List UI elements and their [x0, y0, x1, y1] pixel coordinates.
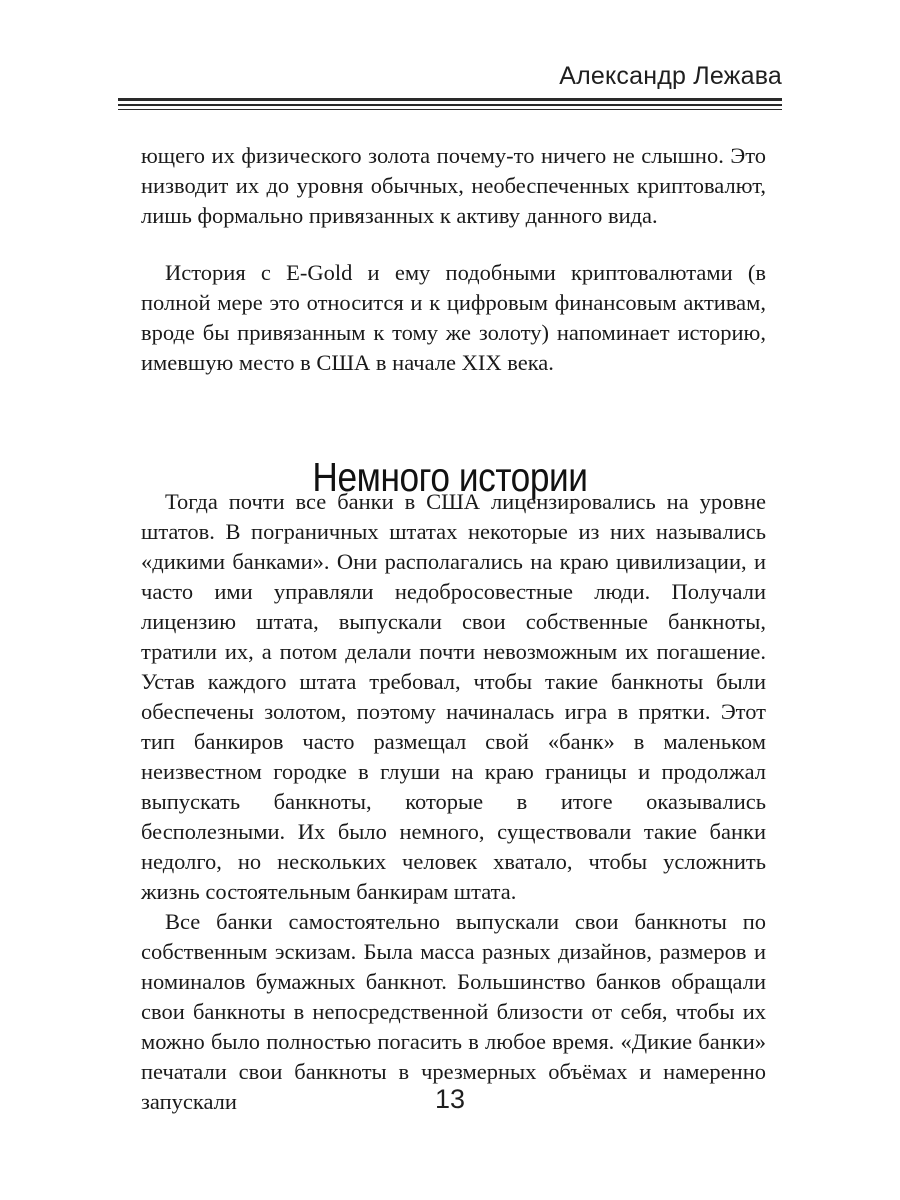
- paragraph-egold-history: История с E-Gold и ему подобными криптовалютами (в полной мере это относится и к цифровым финансовым активам, вроде бы привязанным к тому же золоту) напоминает историю, имевшую место в США в начале XIX века.: [141, 260, 766, 375]
- header-rule-thin: [118, 109, 782, 110]
- paragraph-wildcat-banks: Тогда почти все банки в США лицензировались на уровне штатов. В пограничных штатах некоторые из них назывались «дикими банками». Они располагались на краю цивилизации, и часто ими управляли недобросовестные люди. Получали лицензию штата, выпускали свои собственные банкноты, тратили их, а потом делали почти невозможным их погашение. Устав каждого штата требовал, чтобы такие банкноты были обеспечены золотом, поэтому начиналась игра в прятки. Этот тип банкиров часто размещал свой «банк» в маленьком неизвестном городке в глуши на краю границы и продолжал выпускать банкноты, которые в итоге оказывались бесполезными. Их было немного, существовали такие банки недолго, но нескольких человек хватало, чтобы усложнить жизнь состоятельным банкирам штата.: [141, 489, 766, 904]
- text-block-egold: [141, 258, 766, 378]
- paragraph-banknotes: Все банки самостоятельно выпускали свои банкноты по собственным эскизам. Была масса разных дизайнов, размеров и номиналов бумажных банкнот. Большинство банков обращали свои банкноты в непосредственной близости от себя, чтобы их можно было полностью погасить в любое время. «Дикие банки» печатали свои банкноты в чрезмерных объёмах и намеренно запускали: [141, 909, 766, 1114]
- paragraph-continuation: ющего их физического золота почему-то ничего не слышно. Это низводит их до уровня обычных, необеспеченных криптовалют, лишь формально привязанных к активу данного вида.: [141, 143, 766, 228]
- page-number: 13: [434, 1084, 466, 1114]
- header-rule-medium: [118, 104, 782, 106]
- running-head-author: Александр Лежава: [559, 62, 782, 90]
- section-heading: Немного истории: [312, 454, 588, 501]
- header-rule-thick: [118, 98, 782, 101]
- text-block-section-body: [141, 487, 766, 1117]
- text-block-continuation: [141, 141, 766, 231]
